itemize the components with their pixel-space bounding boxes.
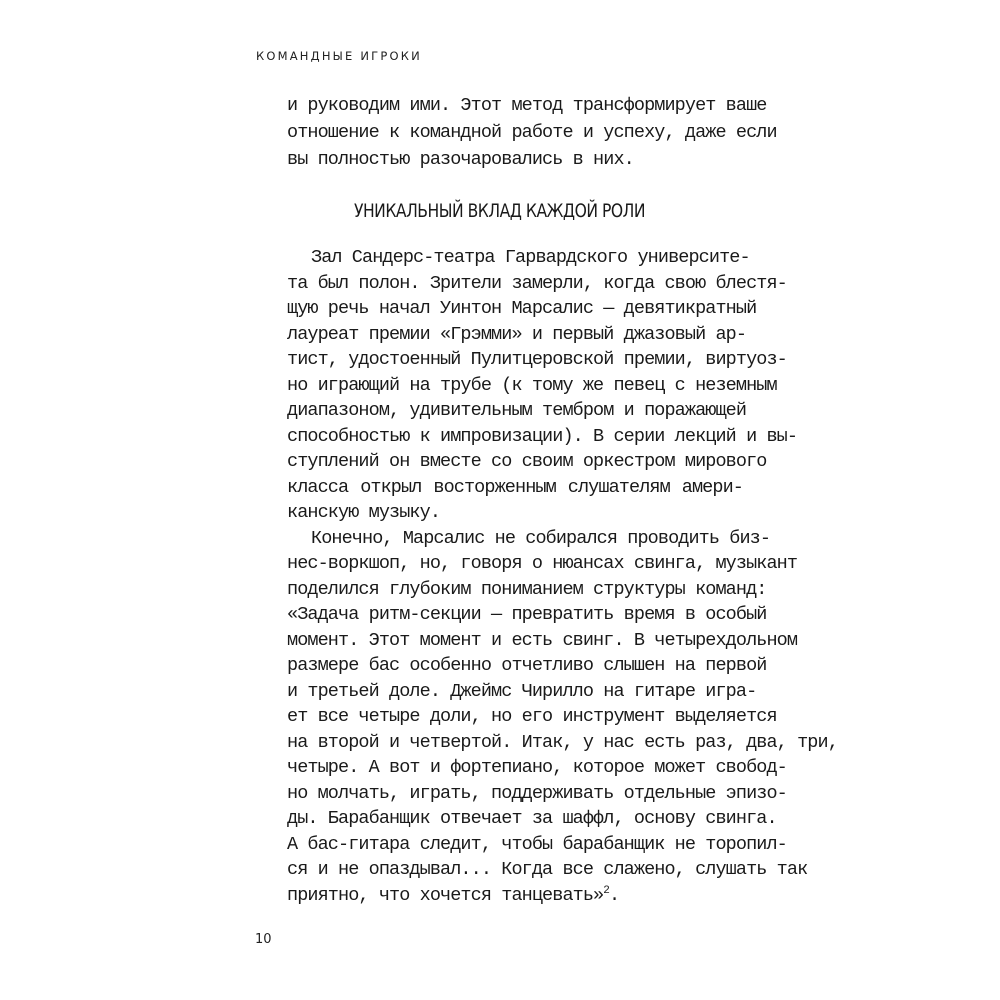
body-line: канскую музыку. [287,502,441,523]
body-line: способностью к импровизации). В серии лекций и вы- [287,426,798,447]
body-line: четыре. А вот и фортепиано, которое может свобод- [287,757,787,778]
body-line: и третьей доле. Джеймс Чирилло на гитаре игра- [287,681,757,702]
body-line: вы полностью разочаровались в них. [287,149,634,170]
body-line: щую речь начал Уинтон Марсалис — девятикратный [287,298,757,319]
body-line: ступлений он вместе со своим оркестром мирового [287,451,767,472]
body-line: Конечно, Марсалис не собирался проводить биз- [311,528,771,549]
body-line: и руководим ими. Этот метод трансформирует ваше [287,95,767,116]
footnote-reference[interactable]: 2 [603,884,609,897]
body-line: Зал Сандерс-театра Гарвардского университе- [311,247,750,268]
body-line: поделился глубоким пониманием структуры команд: [287,579,767,600]
body-line: класса открыл восторженным слушателям амери- [287,477,743,498]
body-line: но играющий на трубе (к тому же певец с неземным [287,375,777,396]
body-line: та был полон. Зрители замерли, когда свою блестя- [287,273,787,294]
body-line: но молчать, играть, поддерживать отдельные эпизо- [287,783,787,804]
section-heading: УНИКАЛЬНЫЙ ВКЛАД КАЖДОЙ РОЛИ [353,200,646,222]
body-line: ды. Барабанщик отвечает за шаффл, основу свинга. [287,808,777,829]
body-line: ет все четыре доли, но его инструмент выделяется [287,706,777,727]
body-line-text: приятно, что хочется танцевать» [287,885,604,906]
body-line: А бас-гитара следит, чтобы барабанщик не торопил- [287,834,787,855]
body-line: момент. Этот момент и есть свинг. В четырехдольном [287,630,798,651]
body-line: ся и не опаздывал... Когда все слажено, слушать так [287,859,808,880]
body-line: нес-воркшоп, но, говоря о нюансах свинга, музыкант [287,553,798,574]
body-line: «Задача ритм-секции — превратить время в особый [287,604,767,625]
body-line-last [287,884,743,908]
body-line: тист, удостоенный Пулитцеровской премии, виртуоз- [287,349,787,370]
body-line: на второй и четвертой. Итак, у нас есть раз, два, три, [287,732,838,753]
page-number: 10 [255,932,272,947]
body-line: размере бас особенно отчетливо слышен на первой [287,655,767,676]
body-line: лауреат премии «Грэмми» и первый джазовый ар- [287,324,747,345]
sentence-end: . [608,885,620,906]
running-head: КОМАНДНЫЕ ИГРОКИ [256,49,422,63]
body-line: диапазоном, удивительным тембром и поражающей [287,400,747,421]
body-line: отношение к командной работе и успеху, даже если [287,122,777,143]
